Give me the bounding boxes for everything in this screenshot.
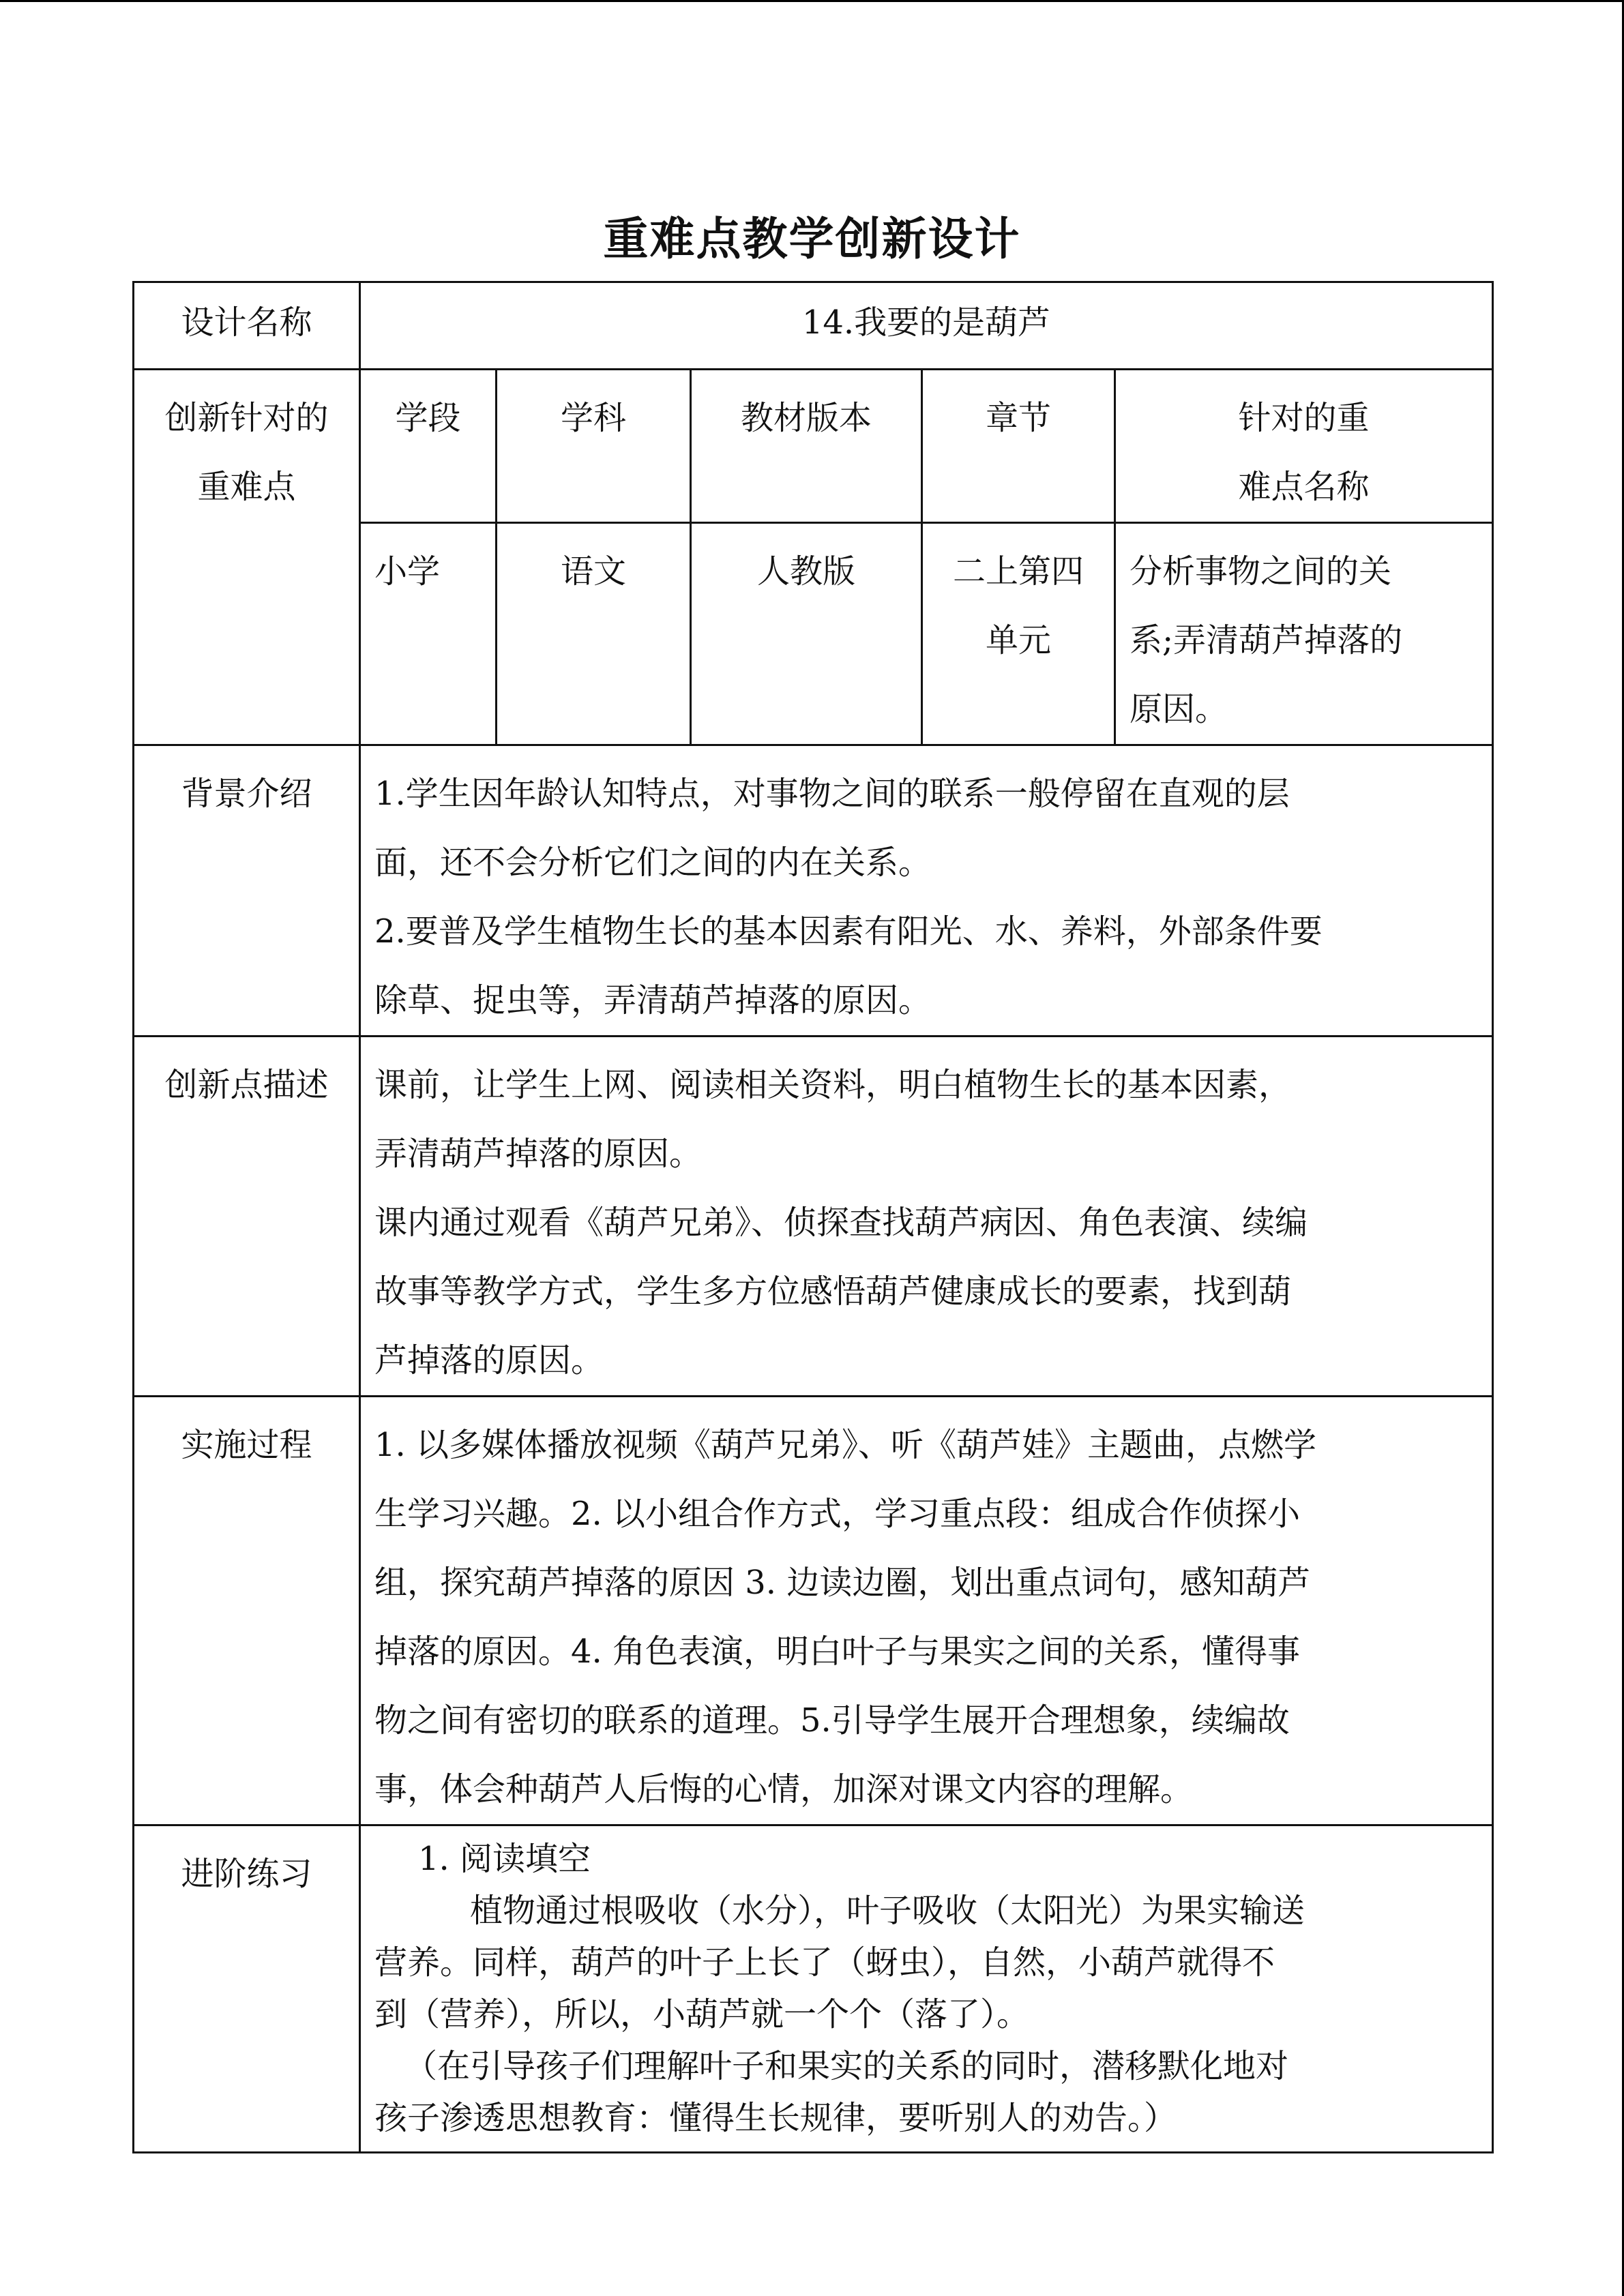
header-subject: 学科 xyxy=(497,370,691,523)
value-point: 分析事物之间的关 系;弄清葫芦掉落的 原因。 xyxy=(1115,523,1493,745)
practice-line: 孩子渗透思想教育：懂得生长规律，要听别人的劝告。） xyxy=(374,2099,1177,2137)
practice-label: 进阶练习 xyxy=(134,1825,360,2153)
background-line: 除草、捉虫等，弄清葫芦掉落的原因。 xyxy=(374,981,932,1019)
innovation-content xyxy=(360,1037,1493,1397)
innovation-line: 故事等教学方式，学生多方位感悟葫芦健康成长的要素，找到葫 xyxy=(374,1272,1292,1311)
process-line: 物之间有密切的联系的道理。5.引导学生展开合理想象，续编故 xyxy=(374,1701,1290,1740)
design-table xyxy=(132,281,1494,2153)
value-stage: 小学 xyxy=(360,523,497,745)
focus-label: 创新针对的 重难点 xyxy=(134,370,360,745)
row-innovation xyxy=(134,1037,1493,1397)
innovation-line: 课前，让学生上网、阅读相关资料，明白植物生长的基本因素， xyxy=(374,1066,1292,1104)
process-label: 实施过程 xyxy=(134,1397,360,1825)
background-label: 背景介绍 xyxy=(134,745,360,1037)
background-line: 1.学生因年龄认知特点，对事物之间的联系一般停留在直观的层 xyxy=(374,775,1290,813)
design-name-label: 设计名称 xyxy=(134,282,360,370)
row-background xyxy=(134,745,1493,1037)
background-line: 面，还不会分析它们之间的内在关系。 xyxy=(374,844,932,882)
innovation-line: 芦掉落的原因。 xyxy=(374,1341,604,1380)
row-practice xyxy=(134,1825,1493,2153)
row-process xyxy=(134,1397,1493,1825)
header-edition: 教材版本 xyxy=(691,370,922,523)
page-top-border xyxy=(0,0,1624,2)
value-subject: 语文 xyxy=(497,523,691,745)
process-line: 事，体会种葫芦人后悔的心情，加深对课文内容的理解。 xyxy=(374,1770,1194,1808)
innovation-line: 课内通过观看《葫芦兄弟》、侦探查找葫芦病因、角色表演、续编 xyxy=(374,1204,1308,1242)
background-line: 2.要普及学生植物生长的基本因素有阳光、水、养料，外部条件要 xyxy=(374,912,1323,951)
process-line: 组，探究葫芦掉落的原因 3. 边读边圈，划出重点词句，感知葫芦 xyxy=(374,1564,1311,1602)
page-title: 重难点教学创新设计 xyxy=(603,212,1021,265)
practice-heading: 1. 阅读填空 xyxy=(418,1840,591,1878)
value-edition: 人教版 xyxy=(691,523,922,745)
practice-line: 到（营养），所以，小葫芦就一个个（落了）。 xyxy=(374,1995,1030,2033)
header-chapter: 章节 xyxy=(922,370,1115,523)
row-design-name xyxy=(134,282,1493,370)
practice-line: 营养。同样，葫芦的叶子上长了（蚜虫），自然，小葫芦就得不 xyxy=(374,1943,1275,1982)
header-stage: 学段 xyxy=(360,370,497,523)
innovation-line: 弄清葫芦掉落的原因。 xyxy=(374,1135,703,1173)
design-name-value: 14.我要的是葫芦 xyxy=(360,282,1493,370)
practice-content xyxy=(360,1825,1493,2153)
practice-line: 植物通过根吸收（水分），叶子吸收（太阳光）为果实输送 xyxy=(470,1892,1305,1930)
process-line: 生学习兴趣。2. 以小组合作方式，学习重点段：组成合作侦探小 xyxy=(374,1495,1301,1533)
process-content xyxy=(360,1397,1493,1825)
row-focus-headers xyxy=(134,370,1493,523)
process-line: 掉落的原因。4. 角色表演，明白叶子与果实之间的关系，懂得事 xyxy=(374,1632,1301,1671)
practice-line: （在引导孩子们理解叶子和果实的关系的同时，潜移默化地对 xyxy=(404,2047,1289,2085)
process-line: 1. 以多媒体播放视频《葫芦兄弟》、听《葫芦娃》主题曲，点燃学 xyxy=(374,1426,1317,1464)
background-content xyxy=(360,745,1493,1037)
innovation-label: 创新点描述 xyxy=(134,1037,360,1397)
value-chapter: 二上第四 单元 xyxy=(922,523,1115,745)
header-point: 针对的重 难点名称 xyxy=(1115,370,1493,523)
